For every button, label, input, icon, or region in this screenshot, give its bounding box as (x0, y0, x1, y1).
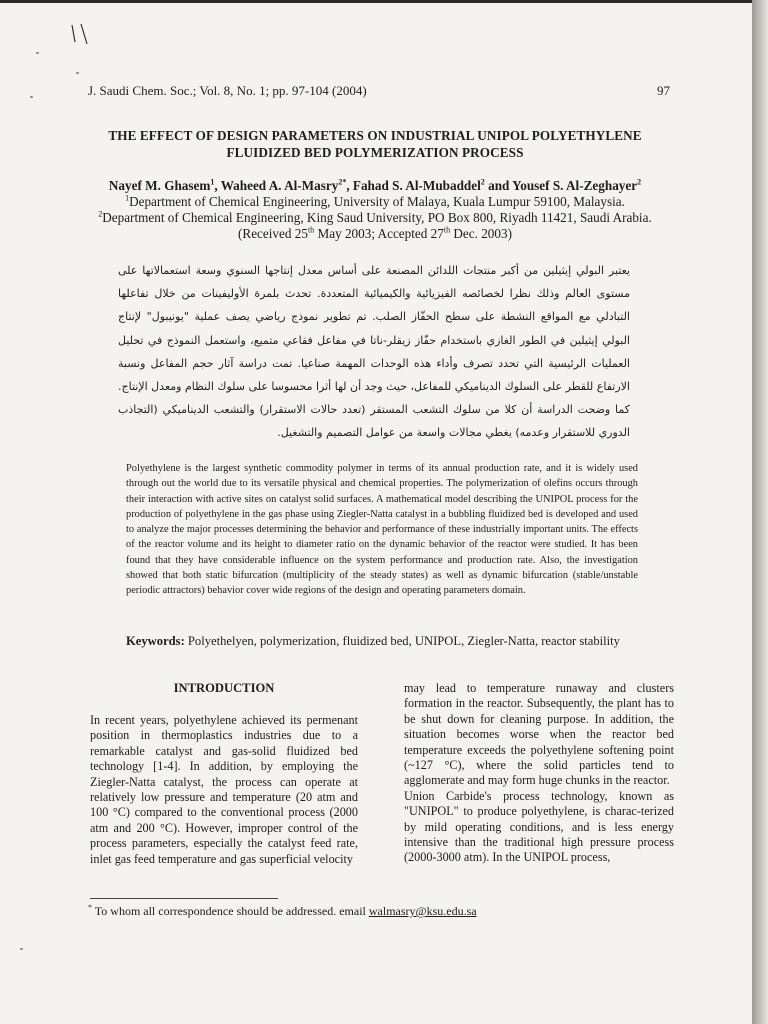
english-abstract: Polyethylene is the largest synthetic commodity polymer in terms of its annual production rate, and it is widely used through out the world due to its versatile physical and chemical properties. The polymerization of olefins occurs through their interaction with active sites on catalyst solid surfaces. A mathematical model describing the UNIPOL process for the production of polyethylene in the gas phase using Ziegler-Natta catalyst in a bubbling fluidized bed is developed and used to analyze the major processes determining the behavior and performance of these industrially important units. The effects of the reactor volume and its height to diameter ratio on the dynamic behavior of the reactor were studied. It has been found that they have considerable influence on the system performance and production rate. Also, the investigation showed that both static bifurcation (multiplicity of the steady states) as well as dynamic bifurcation (stable/unstable periodic attractors) behavior cover wide regions of the design and operating parameters domain. (126, 463, 638, 597)
email-link[interactable]: walmasry@ksu.edu.sa (368, 904, 477, 918)
footnote (88, 904, 648, 919)
keywords (126, 633, 638, 650)
footnote-mark: * (88, 903, 92, 912)
intro-paragraph: Union Carbide's process technology, known as "UNIPOL" to produce polyethylene, is charac-terized by mild operating conditions, and is less energy intensive than the traditional high pressure process (2000-3000 atm). In the UNIPOL process, (404, 788, 674, 865)
affiliation-sup: 2 (98, 209, 103, 219)
author-names: Nayef M. Ghasem$^1$, Waheed A. Al-Masry$^{2*}$, Fahad S. Al-Mubaddel$^2$ and Yousef S. Al-Zeghayer$^2$ (108, 177, 642, 193)
scan-speck (76, 72, 79, 74)
affiliation-sup: 1 (125, 193, 130, 203)
received-text: May 2003; Accepted 27 (314, 226, 444, 241)
introduction-heading: INTRODUCTION (173, 681, 275, 695)
author-name: Nayef M. Ghasem (108, 178, 211, 193)
author-name: Waheed A. Al-Masry (220, 178, 339, 193)
footnote-text: To whom all correspondence should be addressed. email (92, 904, 369, 918)
scan-speck (30, 96, 33, 98)
footnote-rule (90, 898, 278, 899)
left-column (90, 681, 358, 867)
arabic-abstract: يعتبر البولي إيثيلين من أكبر منتجات اللدائن المصنعة على أساس معدل إنتاجها السنوي وسعة استعمالاتها على مستوى العالم وذلك نظرا لخصائصه الفيزيائية والكيميائية المتعددة. تحدث بلمرة الأوليفينات من خلال تفاعلها التبادلي مع المواقع النشطة على سطح الحفّاز الصلب. تم تطوير نموذج رياضي يصف عملية "يونيبول" لإنتاج البولي إيثيلين في الطور الغازي باستخدام حفّاز زيقلر-ناتا في مفاعل فقاعي متميع، واستعمل النموذج في تحليل العمليات الرئيسية التي تحدد تصرف وأداء هذه الوحدات المهمة صناعيا. تمت دراسة آثار حجم المفاعل ونسبة الارتفاع للقطر على السلوك الديناميكي للمفاعل، حيث وجد أن لها أثرا محسوسا على سلوك النظام ومعدل الإنتاج. كما وضحت الدراسة أن كلا من سلوك التشعب المستقر (تعدد حالات الاستقرار) والتشعب الديناميكي (التجاذب الدوري للاستقرار وعدمه) يغطي مجالات واسعة من عوامل التصميم والتشغيل. (118, 264, 630, 440)
scan-speck (36, 52, 39, 54)
author-sup: 2 (480, 177, 485, 187)
pen-mark (68, 22, 94, 46)
author-block (60, 178, 690, 242)
author-conjunction: and (488, 178, 510, 193)
page-number: 97 (657, 83, 670, 98)
author-sup: 2* (338, 177, 347, 187)
date-sup: th (443, 225, 451, 235)
keywords-text: Polyethelyen, polymerization, fluidized bed, UNIPOL, Ziegler-Natta, reactor stability (187, 634, 620, 648)
journal-citation: J. Saudi Chem. Soc.; Vol. 8, No. 1; pp. 97-104 (2004) (88, 83, 367, 98)
title-line-2: FLUIDIZED BED POLYMERIZATION PROCESS (226, 145, 524, 160)
top-rule (0, 0, 752, 3)
affiliation-text: Department of Chemical Engineering, King Saud University, PO Box 800, Riyadh 11421, Saudi Arabia. (102, 210, 652, 225)
keywords-label: Keywords: (126, 634, 185, 648)
right-column (404, 681, 674, 866)
author-sup: 2 (637, 177, 642, 187)
affiliation-text: Department of Chemical Engineering, University of Malaya, Kuala Lumpur 59100, Malaysia. (129, 194, 625, 209)
intro-paragraph: may lead to temperature runaway and clusters formation in the reactor. Subsequently, the plant has to be shut down for cleaning purpose. In addition, the situation becomes worse when the reactor bed temperature exceeds the polyethylene softening point (~127 °C), where the solid particles tend to agglomerate and may form huge chunks in the reactor. (404, 681, 674, 788)
affiliation-2 (60, 210, 690, 226)
intro-paragraph: In recent years, polyethylene achieved its permenant position in thermoplastics industries due to a remarkable catalyst and gas-solid fluidized bed technology [1-4]. In addition, by employing the Ziegler-Natta catalyst, the process can operate at relatively low pressure and temperature (20 atm and 100 °C) compared to the conventional process (2000 atm and 200 °C). However, improper control of the process parameters, especially the catalyst feed rate, inlet gas feed temperature and gas superficial velocity (90, 713, 358, 866)
author-sup: 1 (210, 177, 215, 187)
scan-speck (20, 948, 23, 950)
date-sup: th (307, 225, 315, 235)
title-line-1: THE EFFECT OF DESIGN PARAMETERS ON INDUSTRIAL UNIPOL POLYETHYLENE (108, 128, 642, 143)
received-text: (Received 25 (238, 226, 308, 241)
received-dates (60, 226, 690, 242)
author-name: Fahad S. Al-Mubaddel (352, 178, 481, 193)
received-text: Dec. 2003) (450, 226, 512, 241)
paper-title (60, 127, 690, 161)
author-name: Yousef S. Al-Zeghayer (512, 178, 638, 193)
page-edge-shadow (752, 0, 768, 1024)
affiliation-1 (60, 194, 690, 210)
journal-header (88, 83, 668, 99)
